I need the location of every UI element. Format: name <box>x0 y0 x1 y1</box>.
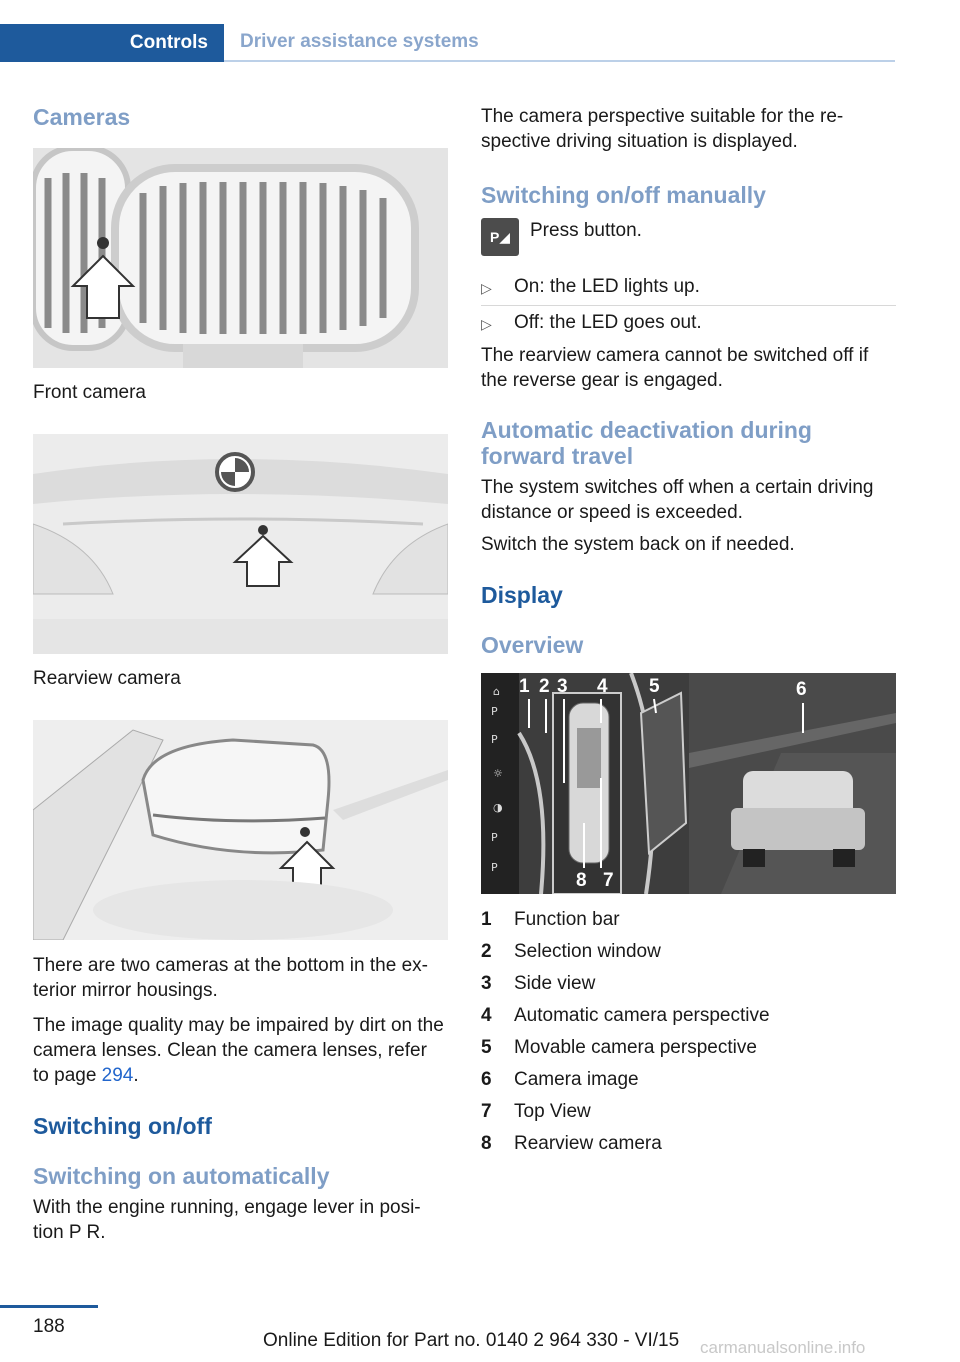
svg-text:☼: ☼ <box>493 767 503 780</box>
front-camera-figure <box>33 148 448 368</box>
mirror-text: There are two cameras at the bottom in the ex‐terior mirror housings. <box>33 955 428 1001</box>
page-294-link[interactable]: 294 <box>101 1065 134 1086</box>
edition-text: Online Edition for Part no. 0140 2 964 330 - VI/15 <box>263 1330 680 1351</box>
callout-4: 4 <box>597 676 608 697</box>
auto-text: With the engine running, engage lever in posi‐tion P R. <box>33 1197 421 1243</box>
legend-item: 7 Top View <box>481 1101 591 1122</box>
image-quality-text <box>33 1013 448 1088</box>
svg-text:P: P <box>491 733 498 746</box>
triangle-bullet-icon: ▷ <box>481 316 492 332</box>
rear-camera-caption: Rearview camera <box>33 668 181 689</box>
auto-heading: Switching on automatically <box>33 1163 330 1189</box>
callout-5: 5 <box>649 676 660 697</box>
bullet-off <box>481 306 896 341</box>
legend-item: 3 Side view <box>481 973 596 994</box>
display-heading: Display <box>481 582 563 608</box>
legend-list <box>481 904 896 1160</box>
front-grille-illustration <box>33 148 448 368</box>
mirror-illustration <box>33 720 448 940</box>
switching-heading: Switching on/off <box>33 1113 212 1139</box>
overview-figure <box>481 673 896 894</box>
legend-item: 6 Camera image <box>481 1069 639 1090</box>
bullet-list <box>481 270 896 341</box>
legend-item: 5 Movable camera perspective <box>481 1037 757 1058</box>
bullet-off-text: Off: the LED goes out. <box>514 312 702 333</box>
auto-off-text: The system switches off when a certain driving distance or speed is exceeded. <box>481 477 874 523</box>
front-camera-caption: Front camera <box>33 382 146 403</box>
triangle-bullet-icon: ▷ <box>481 280 492 296</box>
manual-heading: Switching on/off manually <box>481 182 766 208</box>
section-tab[interactable]: Controls <box>0 24 224 62</box>
watermark-text: carmanualsonline.info <box>700 1338 866 1357</box>
callout-6: 6 <box>796 679 807 700</box>
perspective-text: The camera perspective suitable for the re‐spective driving situation is displayed. <box>481 106 844 152</box>
svg-text:⌂: ⌂ <box>493 685 500 698</box>
footer-rule <box>0 1305 98 1308</box>
callout-8: 8 <box>576 870 587 891</box>
legend-item: 2 Selection window <box>481 941 661 962</box>
left-column <box>33 100 448 1245</box>
callout-3: 3 <box>557 676 568 697</box>
callout-7: 7 <box>603 870 614 891</box>
right-column <box>481 100 896 1160</box>
bullet-on-text: On: the LED lights up. <box>514 276 700 297</box>
callout-2: 2 <box>539 676 550 697</box>
bullet-on <box>481 270 896 306</box>
svg-text:P: P <box>491 705 498 718</box>
legend-item: 4 Automatic camera perspective <box>481 1005 770 1026</box>
overview-screen-illustration <box>481 673 896 894</box>
overview-heading: Overview <box>481 632 584 658</box>
callout-1: 1 <box>519 676 530 697</box>
reverse-text: The rearview camera cannot be switched off if the reverse gear is engaged. <box>481 345 869 391</box>
cameras-heading: Cameras <box>33 104 131 130</box>
press-button-row <box>481 218 896 264</box>
svg-text:P: P <box>491 861 498 874</box>
park-assist-button-icon[interactable]: P◢ <box>481 218 519 256</box>
switch-back-text: Switch the system back on if needed. <box>481 534 795 555</box>
svg-text:P: P <box>491 831 498 844</box>
image-quality-text-a: The image quality may be impaired by dirt on the camera lenses. Clean the camera lenses, refer to page <box>33 1015 444 1086</box>
page-header <box>0 24 895 62</box>
page-number: 188 <box>33 1316 65 1337</box>
mirror-camera-figure <box>33 720 448 940</box>
legend-item: 8 Rearview camera <box>481 1133 662 1154</box>
press-text: Press button. <box>530 220 642 241</box>
chapter-tab[interactable]: Driver assistance systems <box>224 24 895 62</box>
trunk-illustration <box>33 434 448 654</box>
rear-camera-figure <box>33 434 448 654</box>
auto-off-heading: Automatic deactivation during forward travel <box>481 417 812 469</box>
legend-item: 1 Function bar <box>481 909 620 930</box>
image-quality-text-b: . <box>133 1065 139 1086</box>
svg-text:◑: ◑ <box>493 801 503 814</box>
